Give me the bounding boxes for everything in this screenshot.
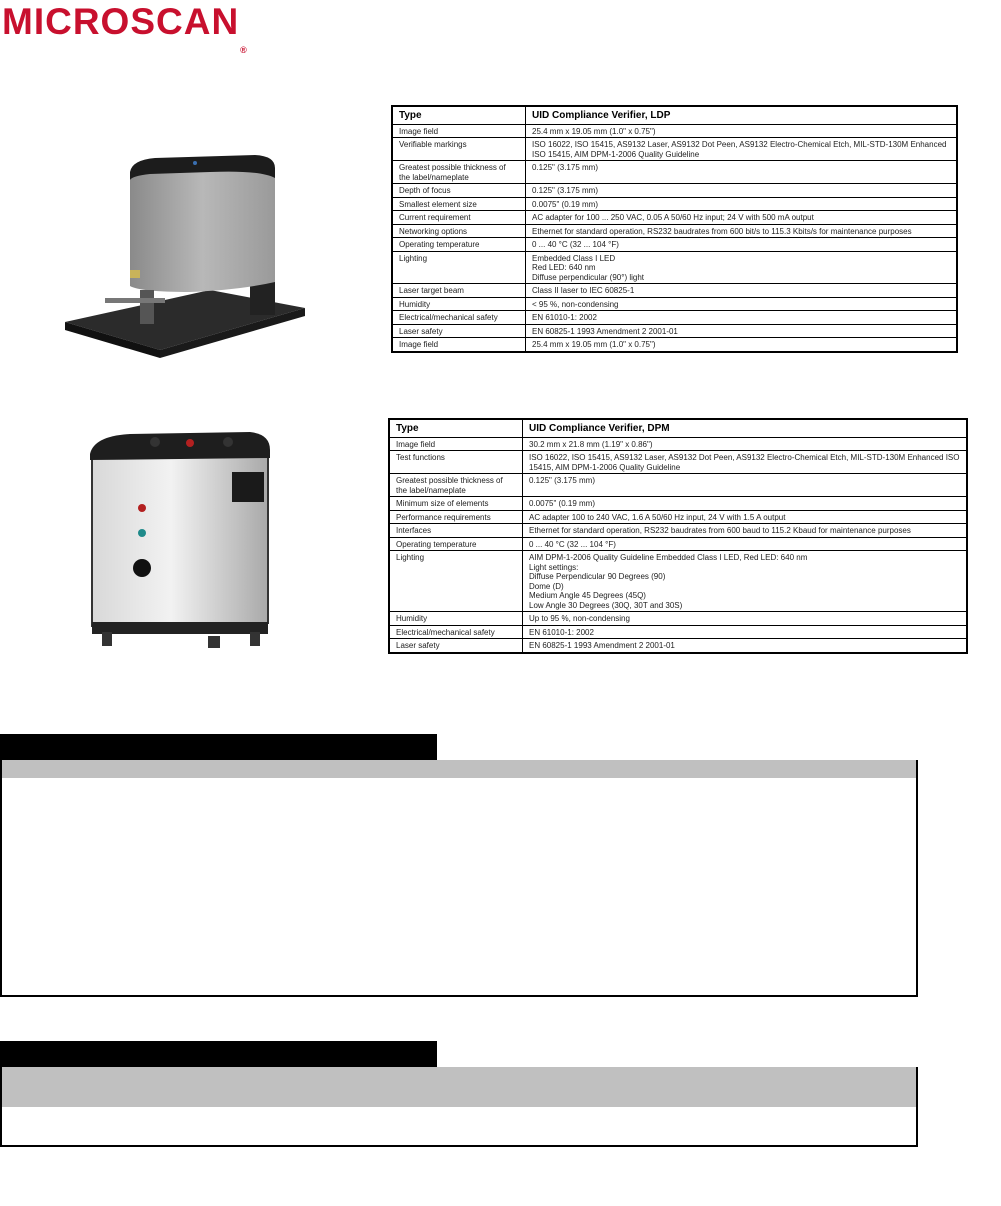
spec-key: Current requirement bbox=[392, 211, 526, 225]
dpm-spec-table bbox=[388, 418, 968, 654]
spec-value: ISO 16022, ISO 15415, AS9132 Laser, AS9132 Dot Peen, AS9132 Electro-Chemical Etch, MIL-STD-130M Enhanced ISO 15415, AIM DPM-1-2006 Quality Guideline bbox=[523, 451, 968, 474]
table-row bbox=[389, 510, 967, 524]
table-row bbox=[392, 338, 957, 352]
spec-value: 0.0075" (0.19 mm) bbox=[526, 197, 958, 211]
table-row bbox=[392, 138, 957, 161]
spec-value: Embedded Class I LED Red LED: 640 nm Diffuse perpendicular (90°) light bbox=[526, 251, 958, 284]
section-panel-1-header bbox=[2, 760, 916, 778]
table-row bbox=[392, 324, 957, 338]
spec-key: Humidity bbox=[392, 297, 526, 311]
spec-key: Humidity bbox=[389, 612, 523, 626]
registered-mark: ® bbox=[240, 45, 248, 55]
spec-key: Greatest possible thickness of the label/nameplate bbox=[389, 474, 523, 497]
table-row bbox=[389, 612, 967, 626]
spec-value: 0 ... 40 °C (32 ... 104 °F) bbox=[523, 537, 968, 551]
table-row bbox=[392, 284, 957, 298]
table-row bbox=[392, 311, 957, 325]
table-header-row bbox=[389, 419, 967, 437]
table-row bbox=[392, 297, 957, 311]
section-panel-2-header bbox=[2, 1067, 916, 1107]
spec-value: 30.2 mm x 21.8 mm (1.19" x 0.86") bbox=[523, 437, 968, 451]
ldp-spec-table bbox=[391, 105, 958, 353]
logo-text: MICROSCAN bbox=[2, 1, 240, 42]
header-key: Type bbox=[392, 106, 526, 124]
spec-value: AC adapter 100 to 240 VAC, 1.6 A 50/60 Hz input, 24 V with 1.5 A output bbox=[523, 510, 968, 524]
table-row bbox=[392, 124, 957, 138]
spec-key: Smallest element size bbox=[392, 197, 526, 211]
spec-key: Electrical/mechanical safety bbox=[389, 625, 523, 639]
table-row bbox=[392, 224, 957, 238]
spec-value: Up to 95 %, non-condensing bbox=[523, 612, 968, 626]
spec-value: EN 61010-1: 2002 bbox=[523, 625, 968, 639]
table-row bbox=[392, 161, 957, 184]
spec-value: 0 ... 40 °C (32 ... 104 °F) bbox=[526, 238, 958, 252]
spec-key: Electrical/mechanical safety bbox=[392, 311, 526, 325]
spec-value: 0.0075" (0.19 mm) bbox=[523, 497, 968, 511]
spec-value: Class II laser to IEC 60825-1 bbox=[526, 284, 958, 298]
spec-value: < 95 %, non-condensing bbox=[526, 297, 958, 311]
spec-key: Verifiable markings bbox=[392, 138, 526, 161]
spec-key: Networking options bbox=[392, 224, 526, 238]
spec-value: 25.4 mm x 19.05 mm (1.0" x 0.75") bbox=[526, 124, 958, 138]
table-row bbox=[389, 551, 967, 612]
spec-key: Minimum size of elements bbox=[389, 497, 523, 511]
spec-value: 0.125" (3.175 mm) bbox=[526, 184, 958, 198]
spec-key: Interfaces bbox=[389, 524, 523, 538]
spec-key: Operating temperature bbox=[392, 238, 526, 252]
spec-key: Performance requirements bbox=[389, 510, 523, 524]
spec-value: 0.125" (3.175 mm) bbox=[523, 474, 968, 497]
spec-value: Ethernet for standard operation, RS232 baudrates from 600 baud to 115.2 Kbaud for maintenance purposes bbox=[523, 524, 968, 538]
table-row bbox=[389, 474, 967, 497]
spec-value: EN 60825-1 1993 Amendment 2 2001-01 bbox=[523, 639, 968, 653]
spec-value: AIM DPM-1-2006 Quality Guideline Embedded Class I LED, Red LED: 640 nm Light settings: Diffuse Perpendicular 90 Degrees (90) Dome (D) Medium Angle 45 Degrees (45Q) Low Angle 30 Degrees (30Q, 30T and 30S) bbox=[523, 551, 968, 612]
spec-key: Operating temperature bbox=[389, 537, 523, 551]
table-row bbox=[389, 537, 967, 551]
spec-key: Image field bbox=[392, 338, 526, 352]
spec-value: 25.4 mm x 19.05 mm (1.0" x 0.75") bbox=[526, 338, 958, 352]
ldp-spec-table-wrapper bbox=[389, 103, 961, 411]
header-value: UID Compliance Verifier, DPM bbox=[523, 419, 968, 437]
table-row bbox=[392, 238, 957, 252]
spec-value: Ethernet for standard operation, RS232 baudrates from 600 bit/s to 115.3 Kbits/s for maintenance purposes bbox=[526, 224, 958, 238]
table-row bbox=[392, 197, 957, 211]
section-panel-2 bbox=[0, 1067, 918, 1147]
spec-key: Image field bbox=[392, 124, 526, 138]
table-row bbox=[389, 497, 967, 511]
ldp-verifier-image bbox=[60, 150, 310, 360]
spec-value: AC adapter for 100 ... 250 VAC, 0.05 A 50/60 Hz input; 24 V with 500 mA output bbox=[526, 211, 958, 225]
table-row bbox=[389, 639, 967, 653]
spec-key: Lighting bbox=[389, 551, 523, 612]
header-key: Type bbox=[389, 419, 523, 437]
section-panel-1 bbox=[0, 760, 918, 997]
dpm-verifier-image bbox=[80, 428, 280, 653]
spec-value: EN 61010-1: 2002 bbox=[526, 311, 958, 325]
spec-key: Lighting bbox=[392, 251, 526, 284]
microscan-logo bbox=[2, 0, 248, 55]
spec-value: ISO 16022, ISO 15415, AS9132 Laser, AS9132 Dot Peen, AS9132 Electro-Chemical Etch, MIL-STD-130M Enhanced ISO 15415, AIM DPM-1-2006 Quality Guideline bbox=[526, 138, 958, 161]
table-row bbox=[392, 251, 957, 284]
spec-key: Greatest possible thickness of the label/nameplate bbox=[392, 161, 526, 184]
section-title-bar-2 bbox=[0, 1041, 437, 1067]
spec-value: 0.125" (3.175 mm) bbox=[526, 161, 958, 184]
table-row bbox=[389, 625, 967, 639]
table-header-row bbox=[392, 106, 957, 124]
spec-key: Laser target beam bbox=[392, 284, 526, 298]
spec-value: EN 60825-1 1993 Amendment 2 2001-01 bbox=[526, 324, 958, 338]
table-row bbox=[389, 524, 967, 538]
table-row bbox=[392, 184, 957, 198]
spec-key: Test functions bbox=[389, 451, 523, 474]
section-title-bar-1 bbox=[0, 734, 437, 760]
spec-key: Depth of focus bbox=[392, 184, 526, 198]
table-row bbox=[389, 437, 967, 451]
table-row bbox=[392, 211, 957, 225]
spec-key: Laser safety bbox=[392, 324, 526, 338]
header-value: UID Compliance Verifier, LDP bbox=[526, 106, 958, 124]
spec-key: Image field bbox=[389, 437, 523, 451]
table-row bbox=[389, 451, 967, 474]
spec-key: Laser safety bbox=[389, 639, 523, 653]
